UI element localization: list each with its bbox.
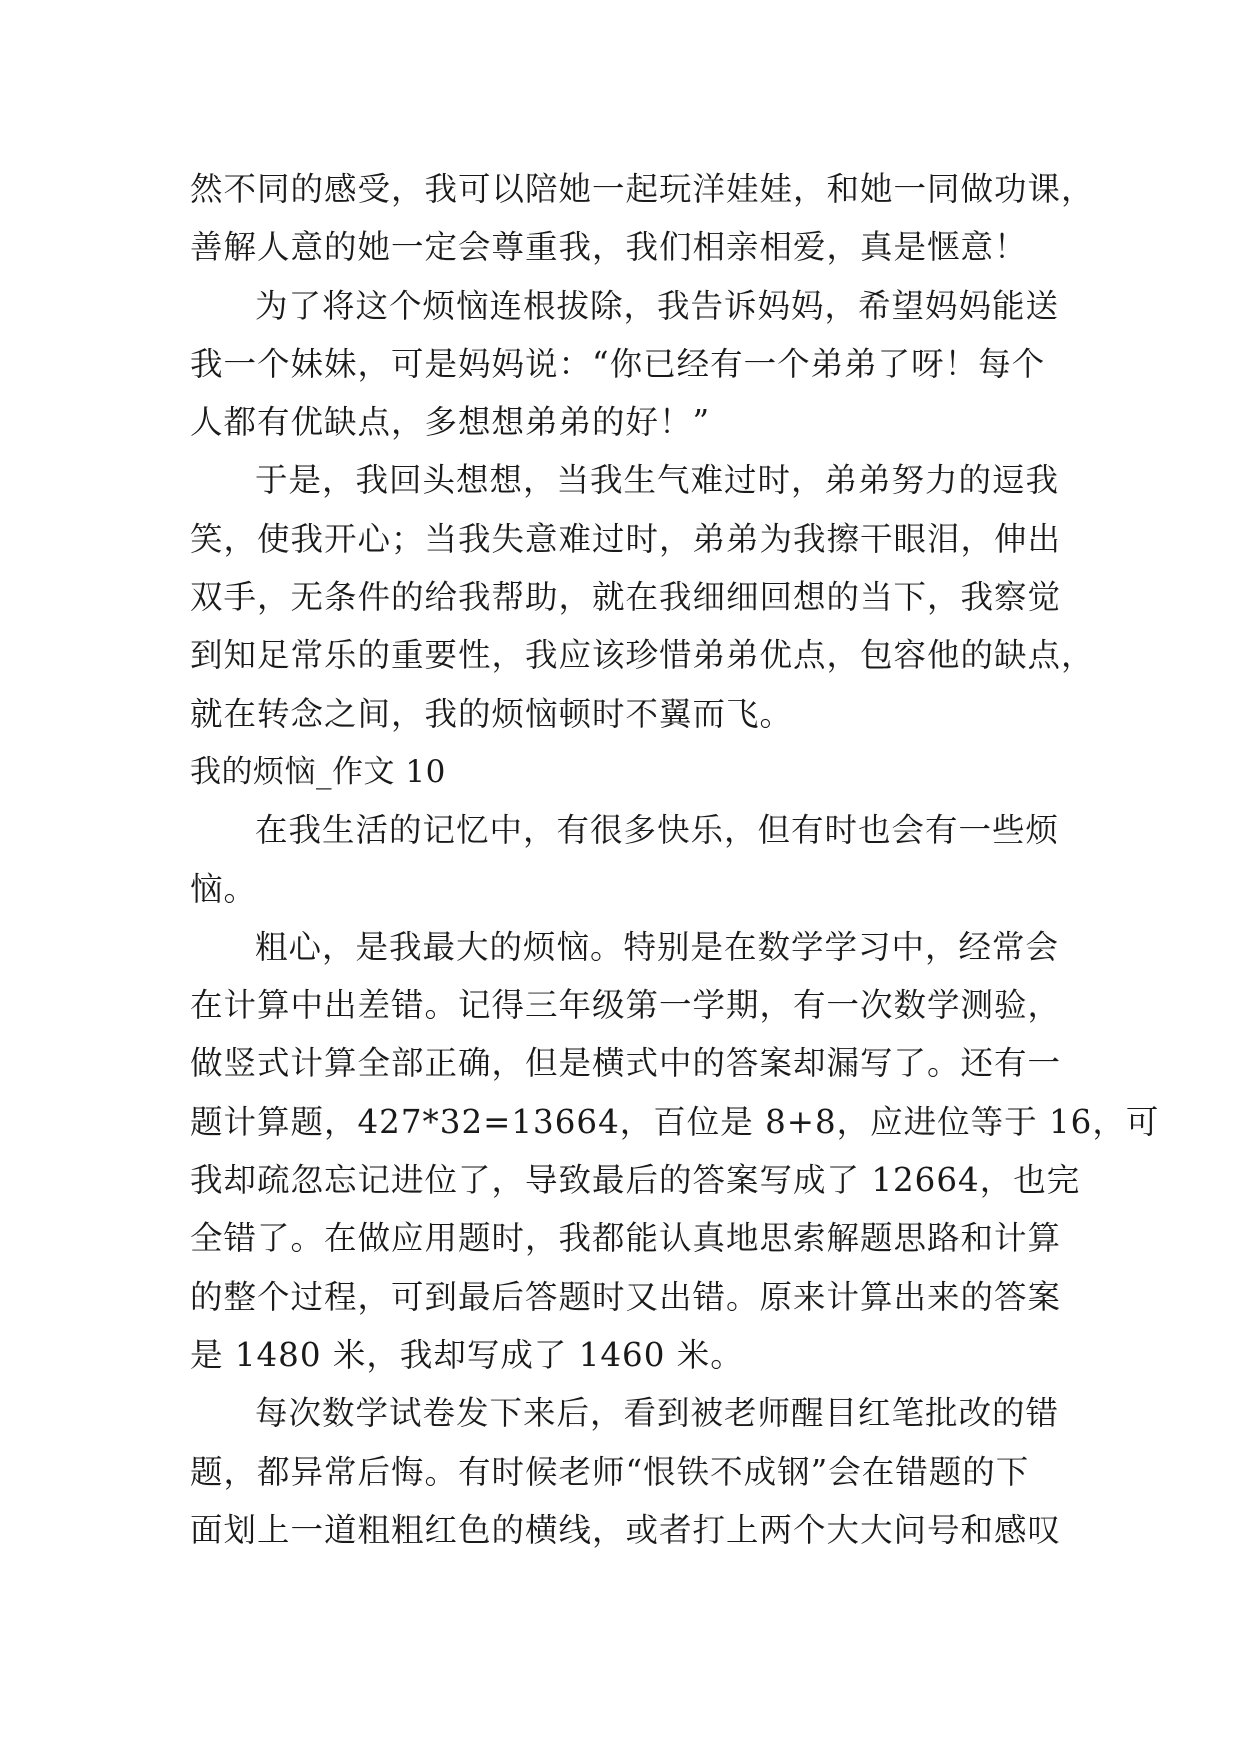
text-line: 我一个妹妹，可是妈妈说：“你已经有一个弟弟了呀！每个: [190, 344, 1046, 383]
text-line: 面划上一道粗粗红色的横线，或者打上两个大大问号和感叹: [190, 1510, 1062, 1549]
paragraph: [190, 277, 1060, 452]
text-line: 然不同的感受，我可以陪她一起玩洋娃娃，和她一同做功课，: [190, 170, 1095, 208]
text-line: 我却疏忽忘记进位了，导致最后的答案写成了 12664，也完: [190, 1161, 1081, 1200]
text-line: 到知足常乐的重要性，我应该珍惜弟弟优点，包容他的缺点，: [190, 636, 1095, 675]
text-line: 粗心，是我最大的烦恼。特别是在数学学习中，经常会: [255, 927, 1060, 966]
text-line: 在计算中出差错。记得三年级第一学期，有一次数学测验，: [190, 986, 1062, 1025]
text-line: 人都有优缺点，多想想弟弟的好！”: [190, 403, 711, 442]
document-body: [190, 160, 1160, 1559]
heading-text: 我的烦恼_作文 10: [190, 753, 446, 790]
text-line: 双手，无条件的给我帮助，就在我细细回想的当下，我察觉: [190, 578, 1062, 617]
paragraph: [190, 160, 1095, 277]
section-heading: [190, 743, 1050, 801]
text-line: 做竖式计算全部正确，但是横式中的答案却漏写了。还有一: [190, 1044, 1062, 1083]
text-line: 每次数学试卷发下来后，看到被老师醒目红笔批改的错: [255, 1394, 1060, 1433]
text-line: 于是，我回头想想，当我生气难过时，弟弟努力的逗我: [255, 461, 1060, 500]
paragraph: [190, 451, 1095, 742]
text-line: 恼。: [190, 869, 258, 908]
text-line: 题，都异常后悔。有时候老师“恨铁不成钢”会在错题的下: [190, 1452, 1030, 1491]
text-line: 为了将这个烦恼连根拔除，我告诉妈妈，希望妈妈能送: [255, 286, 1060, 325]
paragraph: [190, 1384, 1062, 1559]
text-line: 在我生活的记忆中，有很多快乐，但有时也会有一些烦: [255, 811, 1060, 850]
text-line: 善解人意的她一定会尊重我，我们相亲相爱，真是惬意！: [190, 228, 1028, 267]
text-line: 题计算题，427*32=13664，百位是 8+8，应进位等于 16，可: [190, 1102, 1160, 1141]
paragraph: [190, 918, 1160, 1384]
text-line: 全错了。在做应用题时，我都能认真地思索解题思路和计算: [190, 1219, 1062, 1258]
paragraph: [190, 801, 1060, 918]
text-line: 就在转念之间，我的烦恼顿时不翼而飞。: [190, 694, 794, 733]
text-line: 是 1480 米，我却写成了 1460 米。: [190, 1335, 744, 1374]
text-line: 的整个过程，可到最后答题时又出错。原来计算出来的答案: [190, 1277, 1062, 1316]
text-line: 笑，使我开心；当我失意难过时，弟弟为我擦干眼泪，伸出: [190, 519, 1062, 558]
